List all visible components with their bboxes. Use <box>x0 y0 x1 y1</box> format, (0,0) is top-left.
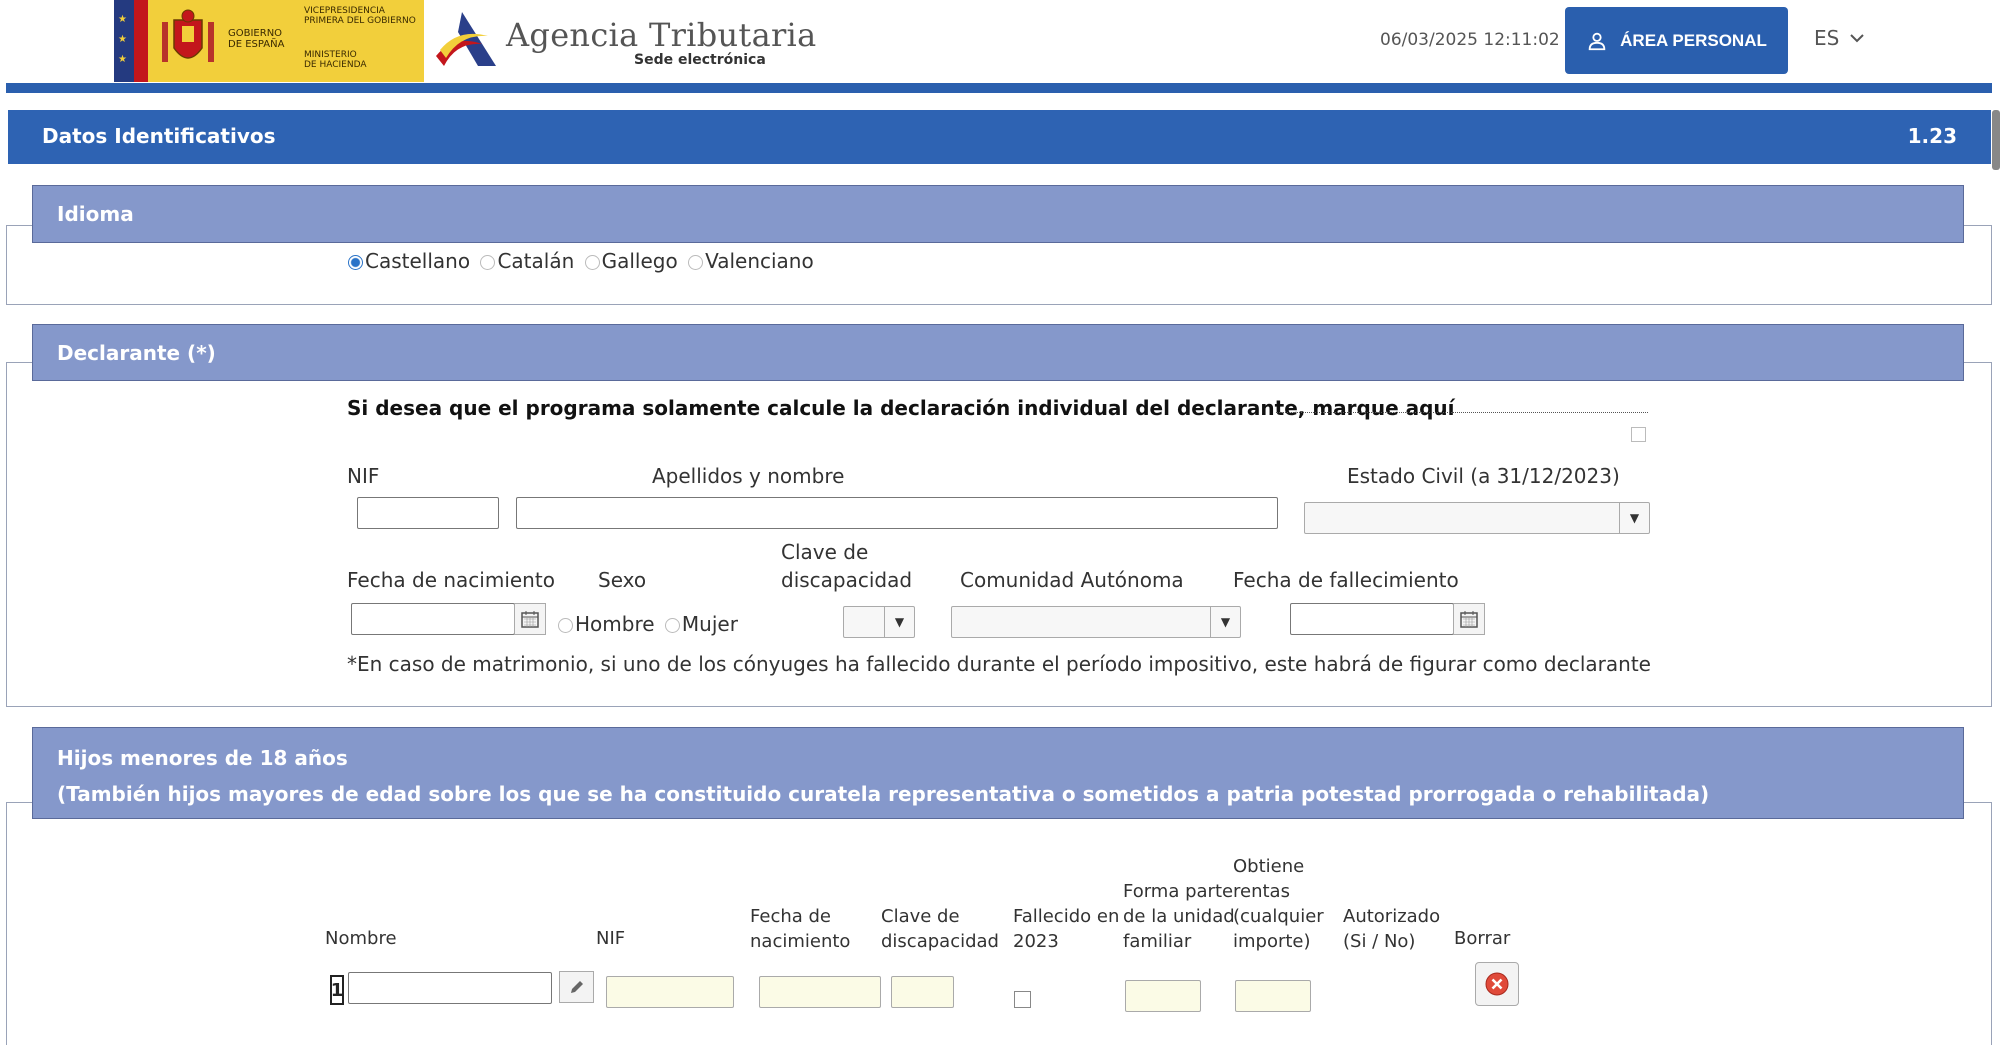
vicepresidencia-text: VICEPRESIDENCIA PRIMERA DEL GOBIERNO <box>304 6 416 26</box>
radio-catalan[interactable]: Catalán <box>480 249 574 273</box>
idioma-title: Idioma <box>57 202 134 226</box>
individual-declaration-text: Si desea que el programa solamente calcule la declaración individual del declarante, marque aquí <box>347 396 1455 420</box>
col-autorizado: Autorizado (Si / No) <box>1343 906 1441 952</box>
declarante-title: Declarante (*) <box>57 341 216 365</box>
calendar-icon[interactable] <box>514 603 546 635</box>
calendar-icon[interactable] <box>1453 603 1485 635</box>
hijo-fecha-nacimiento-input[interactable] <box>759 976 881 1008</box>
page-title: Datos Identificativos <box>42 124 276 148</box>
gobierno-logo[interactable] <box>114 0 424 82</box>
agencia-tributaria-logo-icon[interactable] <box>434 8 500 70</box>
pencil-icon <box>568 978 586 996</box>
sexo-options <box>558 612 738 636</box>
hijo-nombre-input[interactable] <box>348 972 552 1004</box>
fecha-fallecimiento-input[interactable] <box>1290 603 1454 635</box>
edit-pencil-button[interactable] <box>559 971 594 1003</box>
comunidad-autonoma-select[interactable] <box>951 606 1241 638</box>
version-label: 1.23 <box>1907 124 1957 148</box>
header-divider <box>6 83 1992 93</box>
hijo-fallecido-checkbox[interactable] <box>1014 991 1031 1008</box>
radio-valenciano[interactable]: Valenciano <box>688 249 814 273</box>
comunidad-autonoma-label: Comunidad Autónoma <box>960 568 1184 592</box>
borrar-hijo-button[interactable] <box>1475 962 1519 1006</box>
datos-identificativos-header <box>8 110 1991 164</box>
clave-discapacidad-select[interactable] <box>843 606 915 638</box>
col-fallecido: Fallecido en 2023 <box>1013 906 1120 952</box>
hijos-title: Hijos menores de 18 años <box>57 746 348 770</box>
hijo-nif-input[interactable] <box>606 976 734 1008</box>
fecha-nacimiento-input[interactable] <box>351 603 515 635</box>
clave-discapacidad-label-1: Clave de <box>781 540 869 564</box>
eu-flag-icon: ★ ★ ★ <box>114 0 148 82</box>
idioma-options <box>348 249 814 273</box>
hijo-forma-parte-input[interactable] <box>1125 980 1201 1012</box>
dotted-leader <box>1276 412 1648 413</box>
dropdown-arrow-icon: ▼ <box>1210 607 1240 637</box>
agency-subtitle: Sede electrónica <box>634 52 766 68</box>
matrimonio-note: *En caso de matrimonio, si uno de los cónyuges ha fallecido durante el período impositivo, este habrá de figurar como declarante <box>347 652 1651 676</box>
dropdown-arrow-icon: ▼ <box>884 607 914 637</box>
scrollbar-thumb[interactable] <box>1992 110 2000 170</box>
col-nif: NIF <box>596 928 626 949</box>
hijo-clave-discapacidad-input[interactable] <box>891 976 954 1008</box>
session-datetime: 06/03/2025 12:11:02 <box>1380 30 1560 50</box>
hijos-section <box>6 802 1992 1045</box>
apellidos-nombre-label: Apellidos y nombre <box>652 464 845 488</box>
apellidos-nombre-input[interactable] <box>516 497 1278 529</box>
radio-mujer[interactable]: Mujer <box>665 612 738 636</box>
col-forma-parte: Forma parte de la unidad familiar <box>1123 881 1235 952</box>
fecha-nacimiento-label: Fecha de nacimiento <box>347 568 555 592</box>
col-borrar: Borrar <box>1454 928 1511 949</box>
col-clave-discapacidad: Clave de discapacidad <box>881 906 999 952</box>
ministerio-text: MINISTERIO DE HACIENDA <box>304 50 367 70</box>
top-header <box>0 0 2000 84</box>
row-number: 1 <box>330 975 344 1005</box>
estado-civil-select[interactable] <box>1304 502 1650 534</box>
individual-declaration-checkbox[interactable] <box>1631 427 1646 442</box>
dropdown-arrow-icon: ▼ <box>1619 503 1649 533</box>
col-fecha-nacimiento: Fecha de nacimiento <box>750 906 851 952</box>
nif-label: NIF <box>347 464 380 488</box>
declarante-header <box>32 324 1964 381</box>
coat-of-arms-icon <box>160 8 216 72</box>
chevron-down-icon <box>1849 33 1865 43</box>
fecha-fallecimiento-label: Fecha de fallecimiento <box>1233 568 1459 592</box>
hijos-subtitle: (También hijos mayores de edad sobre los que se ha constituido curatela representativa o sometidos a patria potestad prorrogada o rehabilitada) <box>57 782 1710 806</box>
radio-gallego[interactable]: Gallego <box>585 249 678 273</box>
idioma-header <box>32 185 1964 243</box>
user-icon <box>1586 30 1608 52</box>
radio-castellano[interactable]: Castellano <box>348 249 470 273</box>
nif-input[interactable] <box>357 497 499 529</box>
radio-hombre[interactable]: Hombre <box>558 612 655 636</box>
hijos-header <box>32 727 1964 819</box>
estado-civil-label: Estado Civil (a 31/12/2023) <box>1347 464 1620 488</box>
col-obtiene-rentas: Obtiene rentas (cualquier importe) <box>1233 856 1324 952</box>
gobierno-text: GOBIERNO DE ESPAÑA <box>228 28 285 50</box>
area-personal-button[interactable] <box>1565 7 1788 74</box>
agency-name[interactable]: Agencia Tributaria <box>506 16 817 54</box>
hijo-obtiene-rentas-input[interactable] <box>1235 980 1311 1012</box>
sexo-label: Sexo <box>598 568 647 592</box>
delete-circle-icon <box>1484 971 1510 997</box>
area-personal-label: ÁREA PERSONAL <box>1620 30 1767 50</box>
language-selector[interactable] <box>1814 26 1865 50</box>
clave-discapacidad-label-2: discapacidad <box>781 568 913 592</box>
col-nombre: Nombre <box>325 928 397 949</box>
language-label: ES <box>1814 26 1840 50</box>
